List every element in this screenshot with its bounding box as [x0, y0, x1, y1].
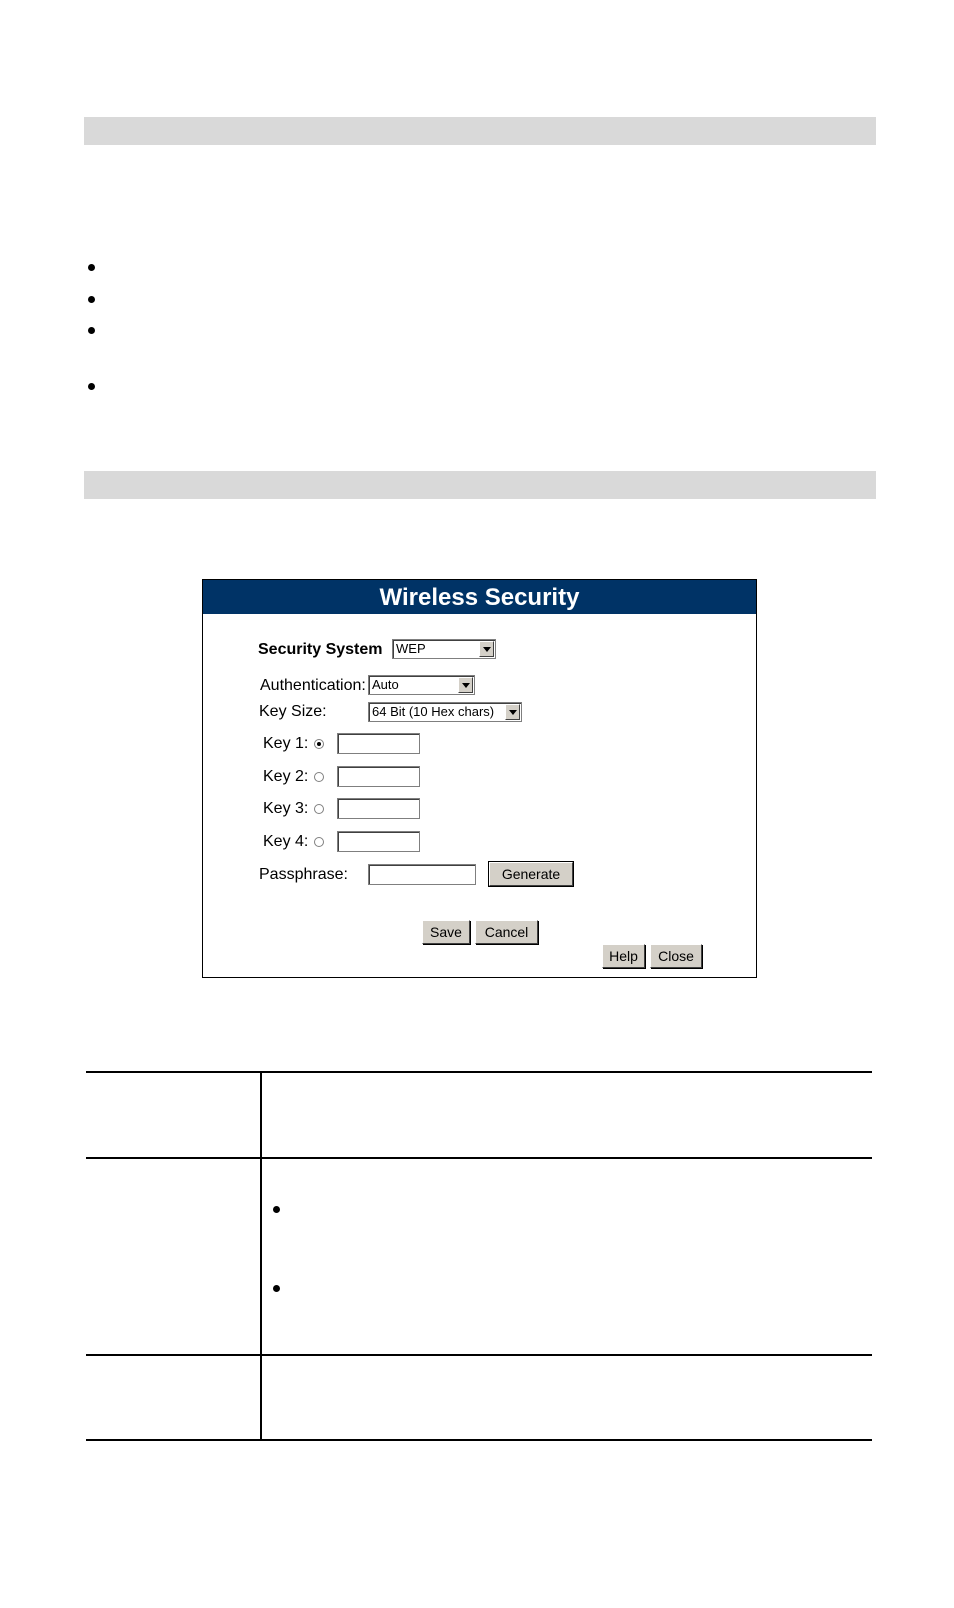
- table-rule: [86, 1071, 872, 1073]
- bullet-marker: [273, 1206, 280, 1213]
- key-4-label: Key 4:: [263, 833, 309, 850]
- security-system-select[interactable]: [392, 639, 496, 659]
- chevron-down-icon[interactable]: [458, 677, 473, 693]
- chevron-down-icon[interactable]: [479, 641, 494, 657]
- table-rule: [86, 1354, 872, 1356]
- wireless-security-dialog: [202, 579, 757, 978]
- dialog-title: Wireless Security: [203, 580, 756, 614]
- table-column-divider: [260, 1072, 262, 1441]
- passphrase-input[interactable]: [368, 864, 476, 885]
- authentication-value: Auto: [372, 677, 399, 692]
- cancel-button[interactable]: Cancel: [475, 920, 538, 944]
- generate-button[interactable]: Generate: [489, 862, 573, 886]
- key-3-radio[interactable]: [314, 804, 324, 814]
- table-rule: [86, 1157, 872, 1159]
- save-button[interactable]: Save: [422, 920, 470, 944]
- passphrase-label: Passphrase:: [259, 866, 348, 883]
- bullet-marker: [88, 383, 95, 390]
- table-rule: [86, 1439, 872, 1441]
- bullet-marker: [88, 264, 95, 271]
- key-1-label: Key 1:: [263, 735, 309, 752]
- key-3-label: Key 3:: [263, 800, 309, 817]
- key-size-select[interactable]: [368, 702, 522, 722]
- bullet-marker: [273, 1285, 280, 1292]
- security-system-label: Security System: [258, 641, 383, 658]
- key-3-input[interactable]: [337, 798, 420, 819]
- key-2-input[interactable]: [337, 766, 420, 787]
- key-2-radio[interactable]: [314, 772, 324, 782]
- bullet-marker: [88, 327, 95, 334]
- key-4-radio[interactable]: [314, 837, 324, 847]
- key-2-label: Key 2:: [263, 768, 309, 785]
- key-4-input[interactable]: [337, 831, 420, 852]
- chevron-down-icon[interactable]: [505, 704, 520, 720]
- help-button[interactable]: Help: [602, 944, 645, 968]
- key-size-label: Key Size:: [259, 703, 327, 720]
- security-system-value: WEP: [396, 641, 426, 656]
- key-1-input[interactable]: [337, 733, 420, 754]
- key-size-value: 64 Bit (10 Hex chars): [372, 704, 495, 719]
- authentication-select[interactable]: [368, 675, 475, 695]
- section-heading-band: [84, 117, 876, 145]
- authentication-label: Authentication:: [260, 677, 366, 694]
- section-heading-band: [84, 471, 876, 499]
- key-1-radio[interactable]: [314, 739, 324, 749]
- bullet-marker: [88, 296, 95, 303]
- close-button[interactable]: Close: [650, 944, 702, 968]
